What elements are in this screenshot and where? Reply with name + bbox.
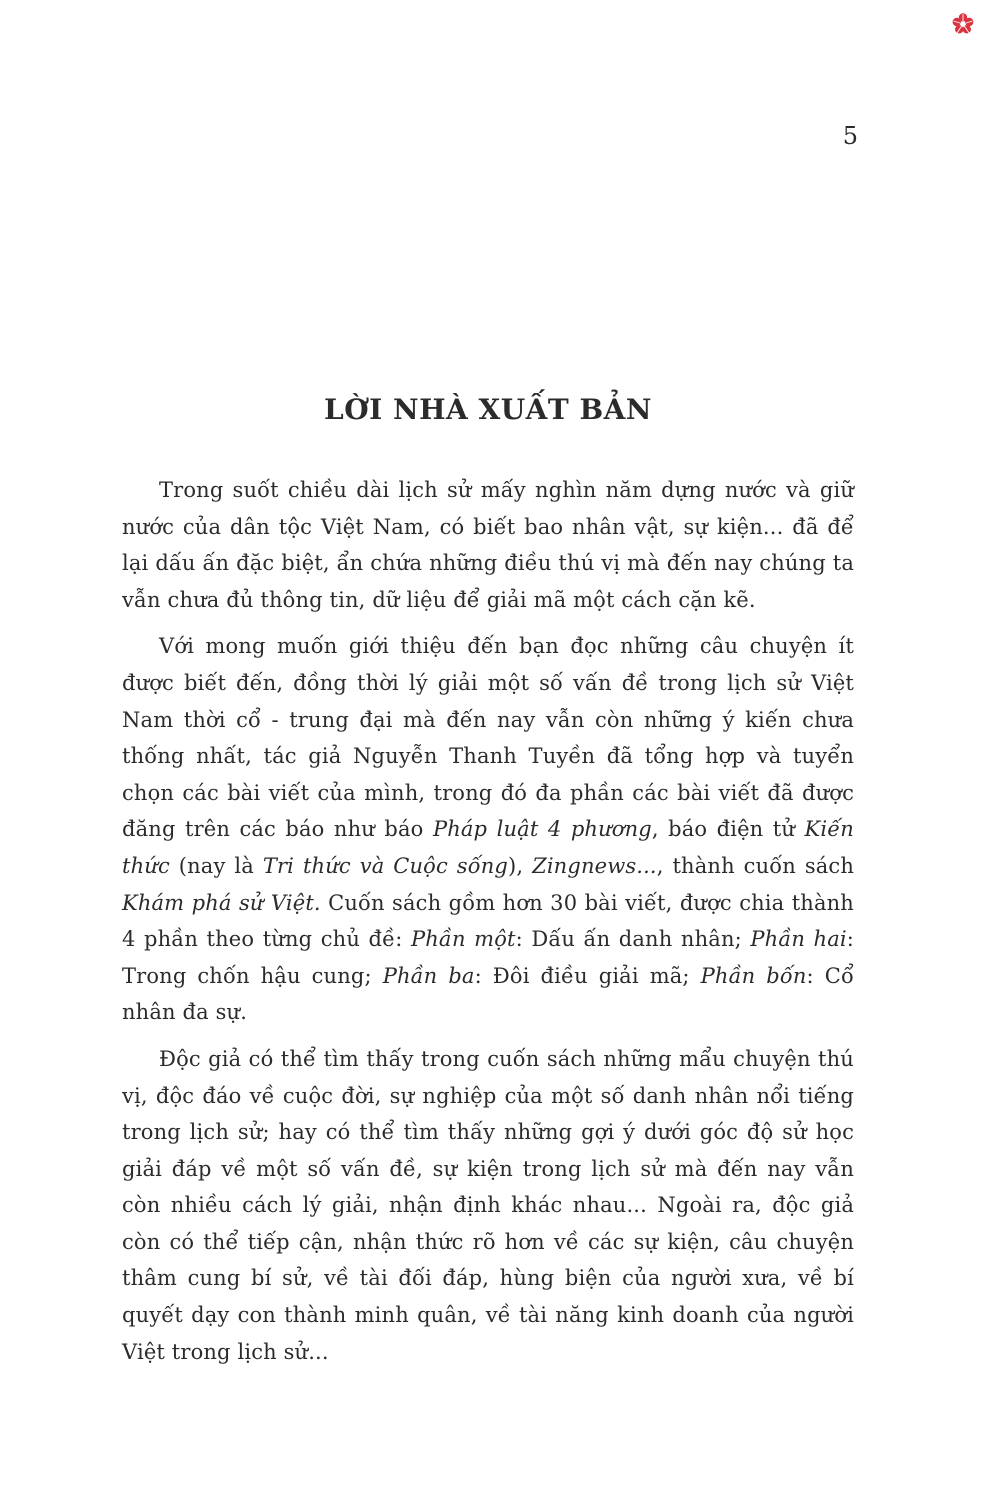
page-number: 5 (842, 122, 858, 150)
part-label: Phần một (410, 927, 516, 952)
part-label: Phần hai (750, 927, 847, 952)
paragraph-3: Độc giả có thể tìm thấy trong cuốn sách những mẩu chuyện thú vị, độc đáo về cuộc đời, sự nghiệp của một số danh nhân nổi tiếng trong lịch sử; hay có thể tìm thấy những gợi ý dưới góc độ sử học giải đáp về một số vấn đề, sự kiện trong lịch sử mà đến nay vẫn còn nhiều cách lý giải, nhận định khác nhau... Ngoài ra, độc giả còn có thể tiếp cận, nhận thức rõ hơn về các sự kiện, câu chuyện thâm cung bí sử, về tài đối đáp, hùng biện của người xưa, về bí quyết dạy con thành minh quân, về tài năng kinh doanh của người Việt trong lịch sử... (122, 1046, 854, 1364)
paragraph-2-text: , thành cuốn sách (656, 853, 855, 878)
newspaper-title: Zingnews... (532, 853, 657, 878)
page-title: LỜI NHÀ XUẤT BẢN (324, 392, 652, 426)
paragraph-2-text: Cuốn sách gồm hơn 30 bài viết, được chia thành 4 phần theo từng chủ đề: (122, 890, 854, 952)
paragraph-2-text: (nay là (169, 853, 263, 878)
book-title: Khám phá sử Việt. (122, 890, 321, 915)
paragraph-2-text: : Dấu ấn danh nhân; (515, 927, 751, 952)
body-text (122, 472, 854, 1380)
paragraph-2-text: : Trong chốn hậu cung; (122, 927, 854, 988)
paragraph-2-text: , báo điện tử (651, 817, 805, 842)
part-label: Phần ba (382, 963, 475, 988)
paragraph-1: Trong suốt chiều dài lịch sử mấy nghìn năm dựng nước và giữ nước của dân tộc Việt Nam, có biết bao nhân vật, sự kiện... đã để lại dấu ấn đặc biệt, ẩn chứa những điều thú vị mà đến nay chúng ta vẫn chưa đủ thông tin, dữ liệu để giải mã một cách cặn kẽ. (122, 478, 854, 612)
paragraph-2-text: : Đôi điều giải mã; (474, 963, 701, 988)
paragraph-2-text: : Cổ nhân đa sự. (122, 963, 854, 1025)
newspaper-title: Kiến thức (122, 817, 854, 878)
paragraph-2-text: ), (508, 853, 533, 878)
part-label: Phần bốn (700, 963, 807, 988)
flower-icon (952, 13, 974, 35)
newspaper-title: Tri thức và Cuộc sống (262, 853, 508, 878)
paragraph-2 (122, 628, 854, 1031)
paragraph-2-text: Với mong muốn giới thiệu đến bạn đọc những câu chuyện ít được biết đến, đồng thời lý giải một số vấn đề trong lịch sử Việt Nam thời cổ - trung đại mà đến nay vẫn còn những ý kiến chưa thống nhất, tác giả Nguyễn Thanh Tuyền đã tổng hợp và tuyển chọn các bài viết của mình, trong đó đa phần các bài viết đã được đăng trên các báo như báo (122, 634, 854, 842)
newspaper-title: Pháp luật 4 phương (432, 817, 652, 842)
